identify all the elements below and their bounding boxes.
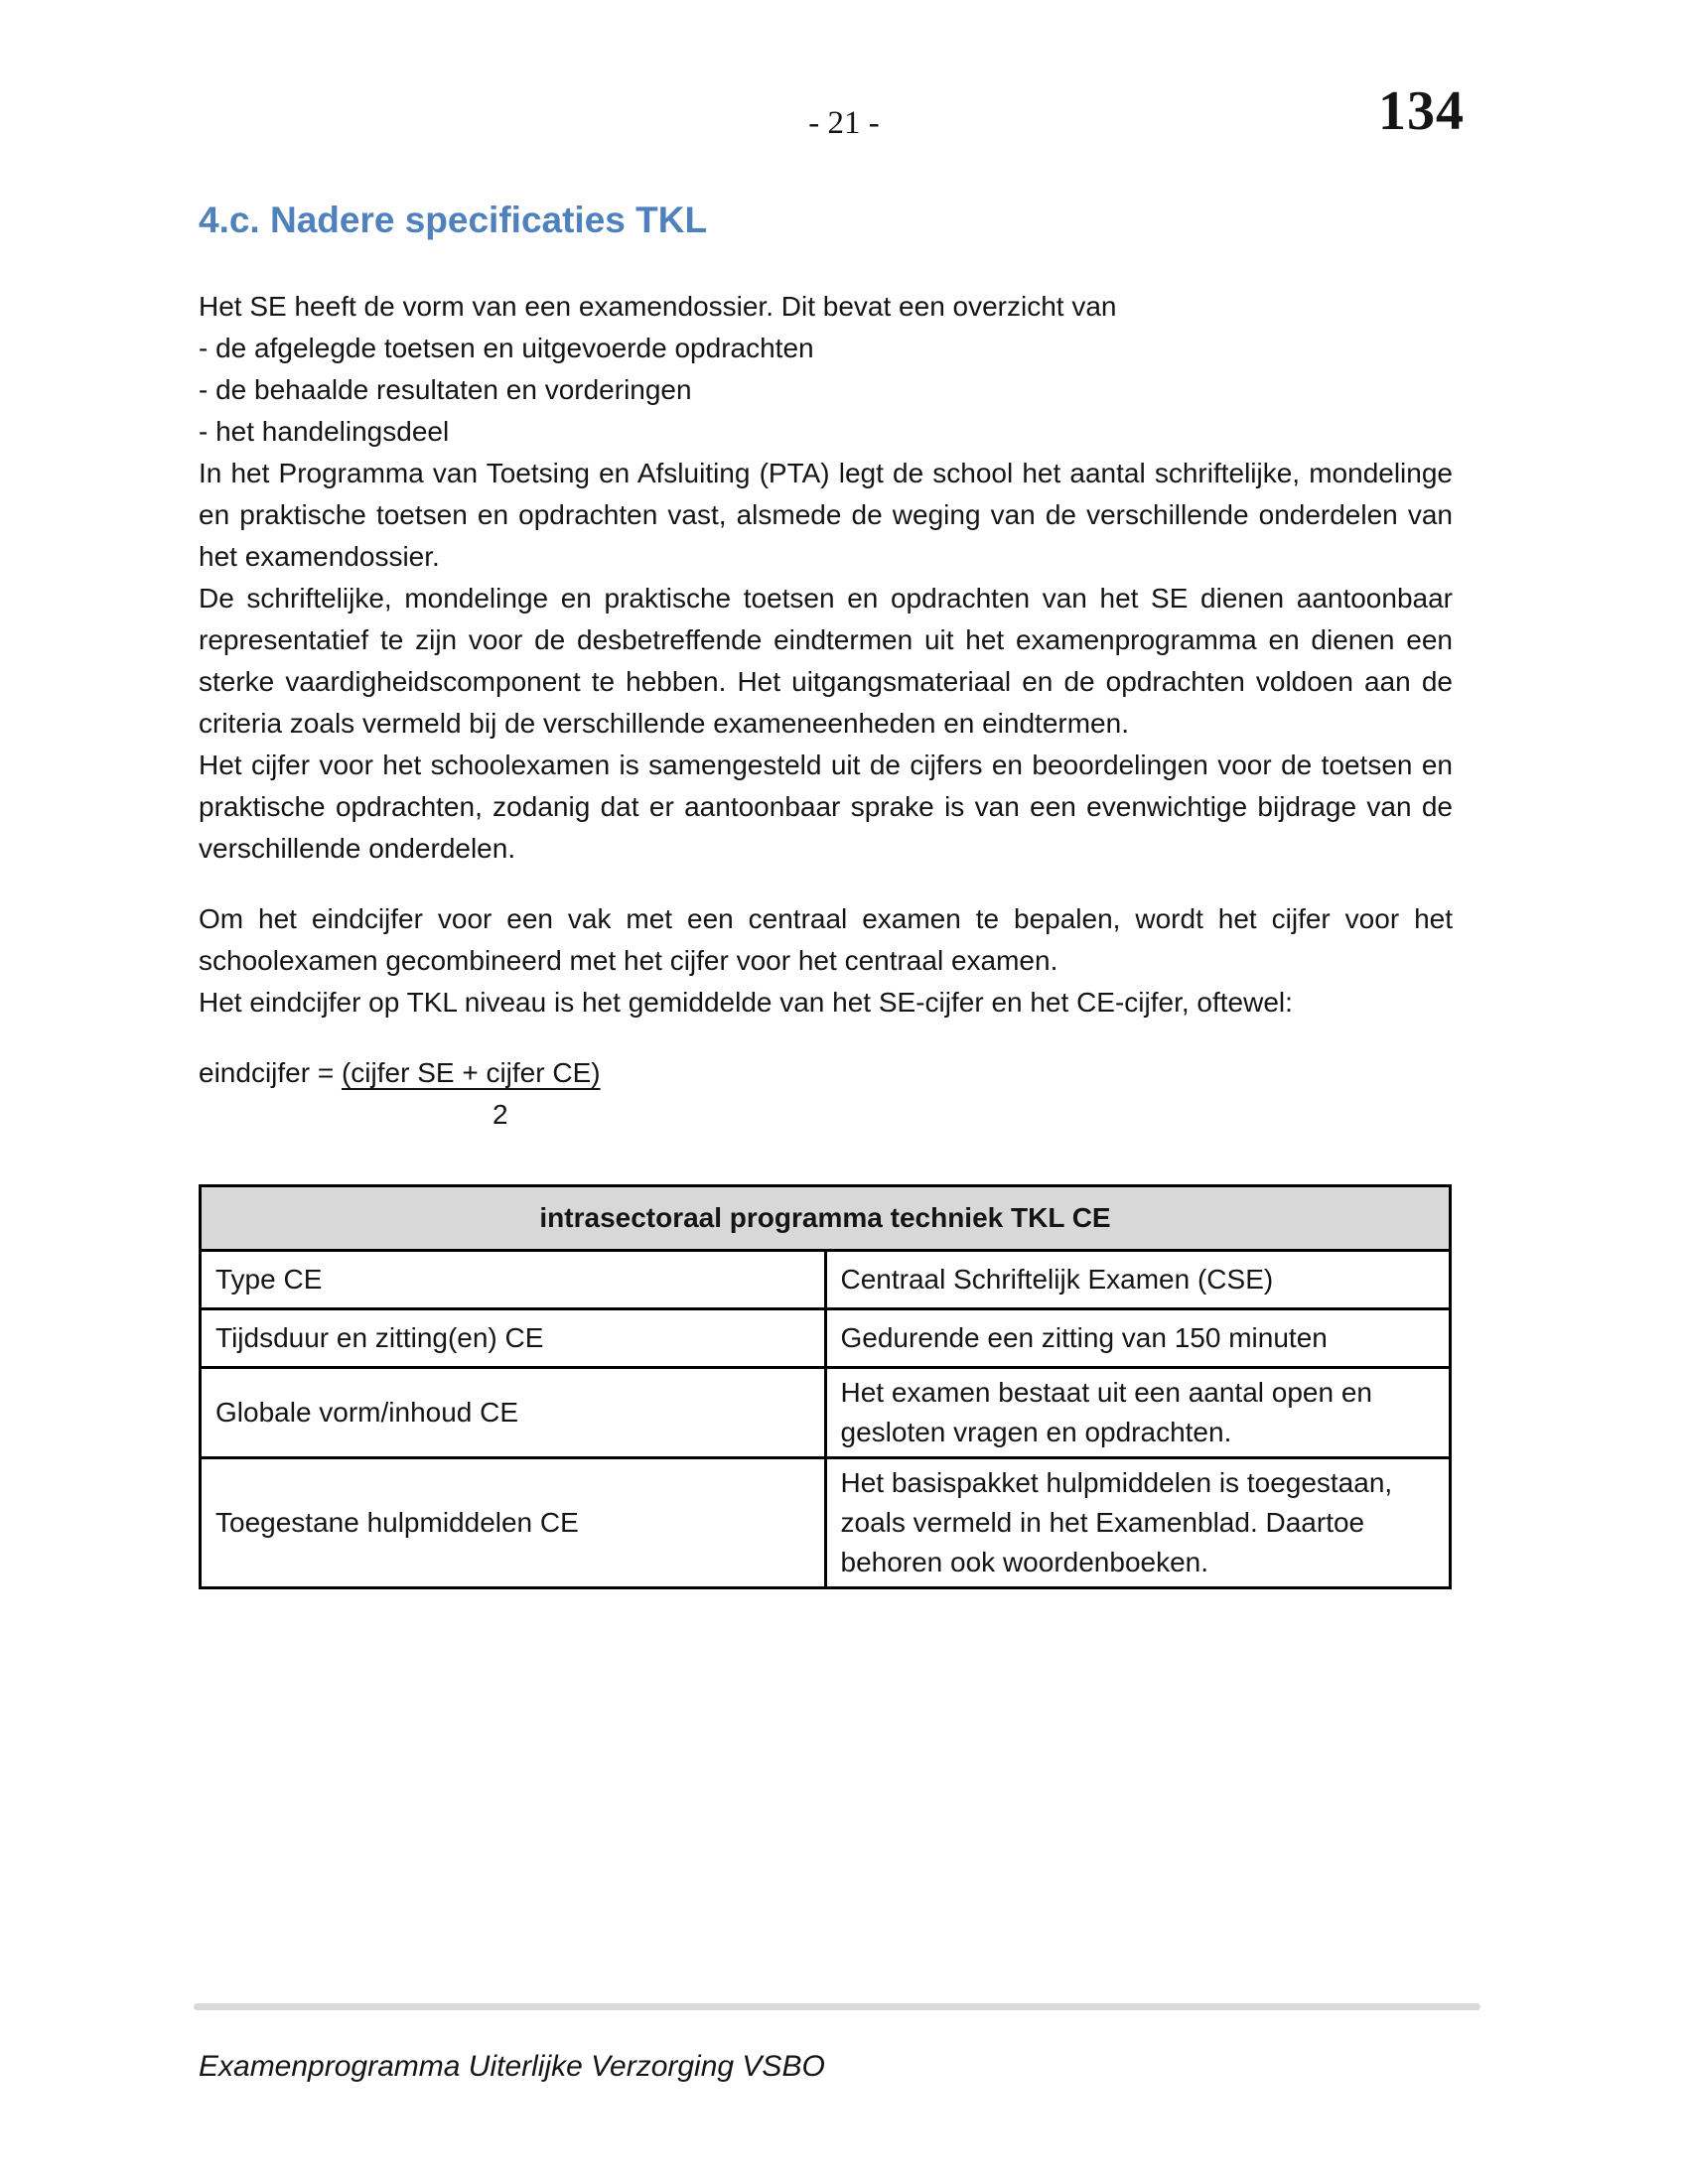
row-label: Globale vorm/inhoud CE [201,1368,826,1458]
table-row [201,1368,1451,1458]
list-item: - de behaalde resultaten en vorderingen [199,374,692,405]
row-value: Het examen bestaat uit een aantal open en gesloten vragen en opdrachten. [825,1368,1451,1458]
table-row [201,1309,1451,1368]
table-header: intrasectoraal programma techniek TKL CE [201,1186,1451,1251]
row-value: Gedurende een zitting van 150 minuten [825,1309,1451,1368]
footer-divider [194,2003,1480,2010]
paragraph-eindcijfer-1: Om het eindcijfer voor een vak met een centraal examen te bepalen, wordt het cijfer voor het schoolexamen gecombineerd met het cijfer voor het centraal examen. [199,903,1453,976]
paragraph-pta: In het Programma van Toetsing en Afsluiting (PTA) legt de school het aantal schriftelijke, mondelinge en praktische toetsen en opdrachten vast, alsmede de weging van de verschillende onderdelen van het examendossier. [199,458,1453,572]
paragraph-se-toetsen: De schriftelijke, mondelinge en praktische toetsen en opdrachten van het SE dienen aantoonbaar representatief te zijn voor de desbetreffende eindtermen uit het examenprogramma en dienen een sterke vaardigheidscomponent te hebben. Het uitgangsmateriaal en de opdrachten voldoen aan de criteria zoals vermeld bij de verschillende exameneenheden en eindtermen. [199,583,1453,739]
paragraph-schoolexamen-cijfer: Het cijfer voor het schoolexamen is samengesteld uit de cijfers en beoordelingen voor de toetsen en praktische opdrachten, zodanig dat er aantoonbaar sprake is van een evenwichtige bijdrage van de verschillende onderdelen. [199,750,1453,864]
paragraph-intro: Het SE heeft de vorm van een examendossier. Dit bevat een overzicht van [199,291,1117,322]
paragraph-eindcijfer-block [199,898,1453,1024]
row-value: Het basispakket hulpmiddelen is toegestaan, zoals vermeld in het Examenblad. Daartoe behoren ook woordenboeken. [825,1458,1451,1588]
formula-numerator: (cijfer SE + cijfer CE) [341,1057,601,1088]
list-item: - het handelingsdeel [199,416,450,447]
text-column [199,0,1453,1589]
table-row [201,1458,1451,1588]
row-value: Centraal Schriftelijk Examen (CSE) [825,1251,1451,1309]
paragraph-intro-block [199,286,1453,453]
row-label: Tijdsduur en zitting(en) CE [201,1309,826,1368]
list-item: - de afgelegde toetsen en uitgevoerde opdrachten [199,333,814,363]
section-heading: 4.c. Nadere specificaties TKL [199,200,708,240]
page-stamp-number: 134 [1378,80,1465,142]
row-label: Type CE [201,1251,826,1309]
footer-text: Examenprogramma Uiterlijke Verzorging VSBO [199,2050,825,2083]
page-number: - 21 - [808,105,880,141]
row-label: Toegestane hulpmiddelen CE [201,1458,826,1588]
formula-denominator: 2 [492,1099,508,1130]
formula-lhs: eindcijfer = [199,1057,342,1088]
table-header-row [201,1186,1451,1251]
table-row [201,1251,1451,1309]
paragraph-eindcijfer-2: Het eindcijfer op TKL niveau is het gemiddelde van het SE-cijfer en het CE-cijfer, oftewel: [199,987,1293,1018]
spec-table [199,1184,1452,1589]
formula-line [199,1052,1453,1094]
eindcijfer-formula [199,1052,1453,1136]
